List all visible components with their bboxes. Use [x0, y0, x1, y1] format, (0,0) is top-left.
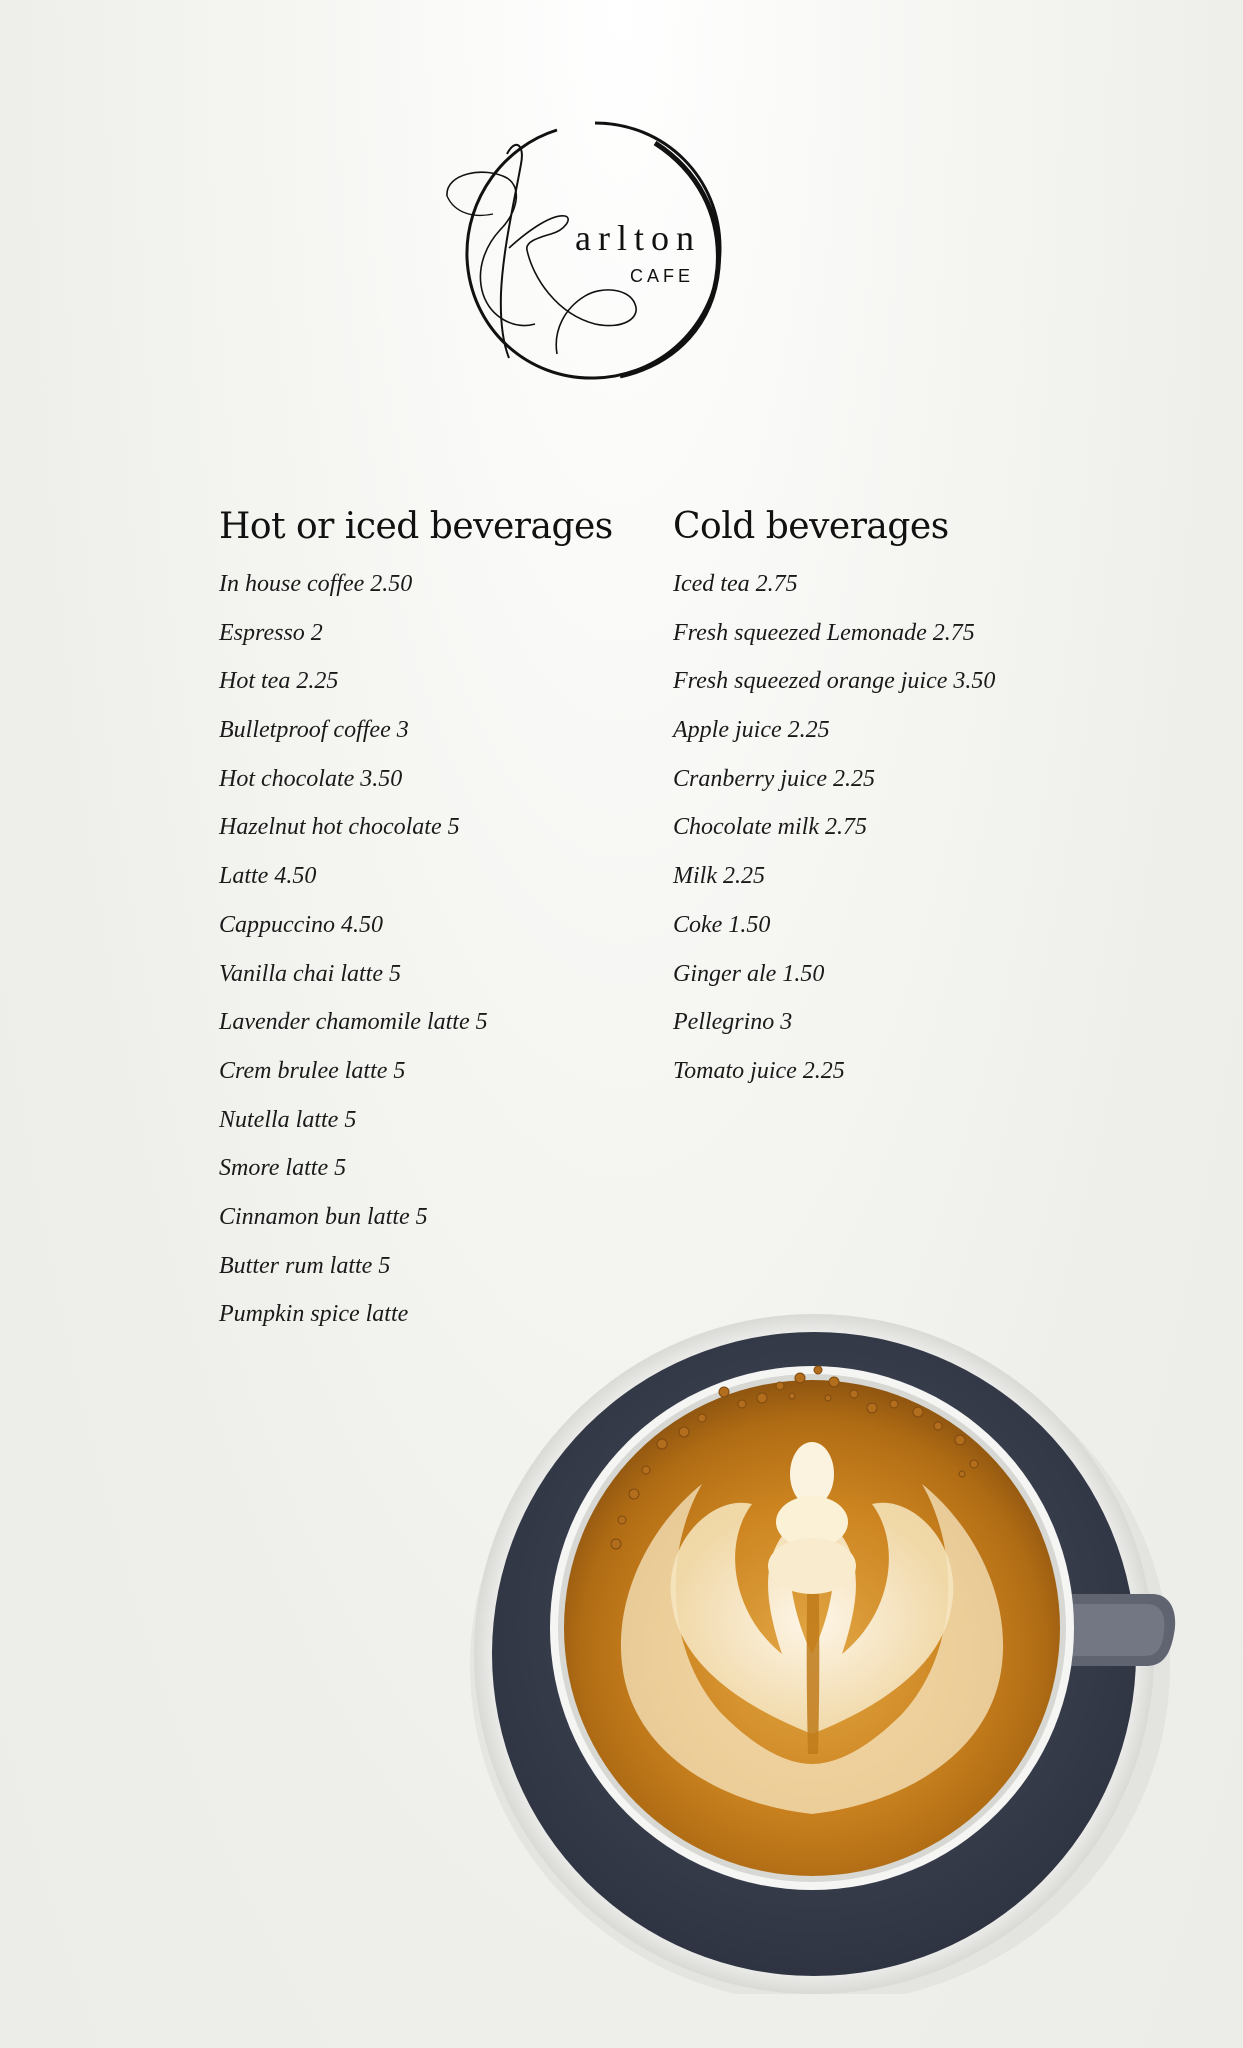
karlton-cafe-logo [445, 118, 730, 388]
cold-beverage-list [673, 560, 1143, 1096]
section-hot-beverages [219, 502, 639, 1339]
menu-item: Cranberry juice 2.25 [673, 765, 875, 792]
menu-item: Nutella latte 5 [219, 1106, 357, 1133]
menu-item: Hot chocolate 3.50 [219, 765, 403, 792]
logo-subtitle: CAFE [630, 266, 695, 286]
menu-item: Ginger ale 1.50 [673, 960, 825, 987]
menu-item: Cappuccino 4.50 [219, 911, 383, 938]
menu-item: Butter rum latte 5 [219, 1252, 391, 1279]
menu-item: Smore latte 5 [219, 1155, 347, 1182]
menu-item: Coke 1.50 [673, 911, 771, 938]
menu-item: Latte 4.50 [219, 863, 317, 890]
hot-beverage-list [219, 560, 639, 1339]
menu-item: Cinnamon bun latte 5 [219, 1203, 428, 1230]
menu-item: Vanilla chai latte 5 [219, 960, 401, 987]
menu-item: Pumpkin spice latte [219, 1301, 409, 1328]
section-title-hot: Hot or iced beverages [219, 506, 613, 547]
section-title-cold: Cold beverages [673, 506, 949, 547]
menu-item: Hot tea 2.25 [219, 668, 339, 695]
menu-item: Hazelnut hot chocolate 5 [219, 814, 460, 841]
menu-item: Tomato juice 2.25 [673, 1057, 845, 1084]
menu-item: In house coffee 2.50 [219, 571, 413, 597]
menu-item: Iced tea 2.75 [673, 571, 798, 597]
logo-wordmark: arlton [575, 218, 701, 258]
menu-item: Fresh squeezed orange juice 3.50 [673, 668, 996, 695]
menu-item: Crem brulee latte 5 [219, 1057, 406, 1084]
section-cold-beverages [673, 502, 1143, 1096]
menu-item: Pellegrino 3 [673, 1009, 793, 1036]
menu-item: Fresh squeezed Lemonade 2.75 [673, 619, 975, 646]
menu-item: Espresso 2 [219, 619, 323, 646]
menu-item: Milk 2.25 [673, 863, 765, 890]
menu-item: Chocolate milk 2.75 [673, 814, 867, 841]
latte-art-cup-photo [462, 1294, 1182, 1994]
menu-item: Bulletproof coffee 3 [219, 717, 409, 744]
menu-item: Apple juice 2.25 [673, 717, 830, 744]
menu-item: Lavender chamomile latte 5 [219, 1009, 488, 1036]
